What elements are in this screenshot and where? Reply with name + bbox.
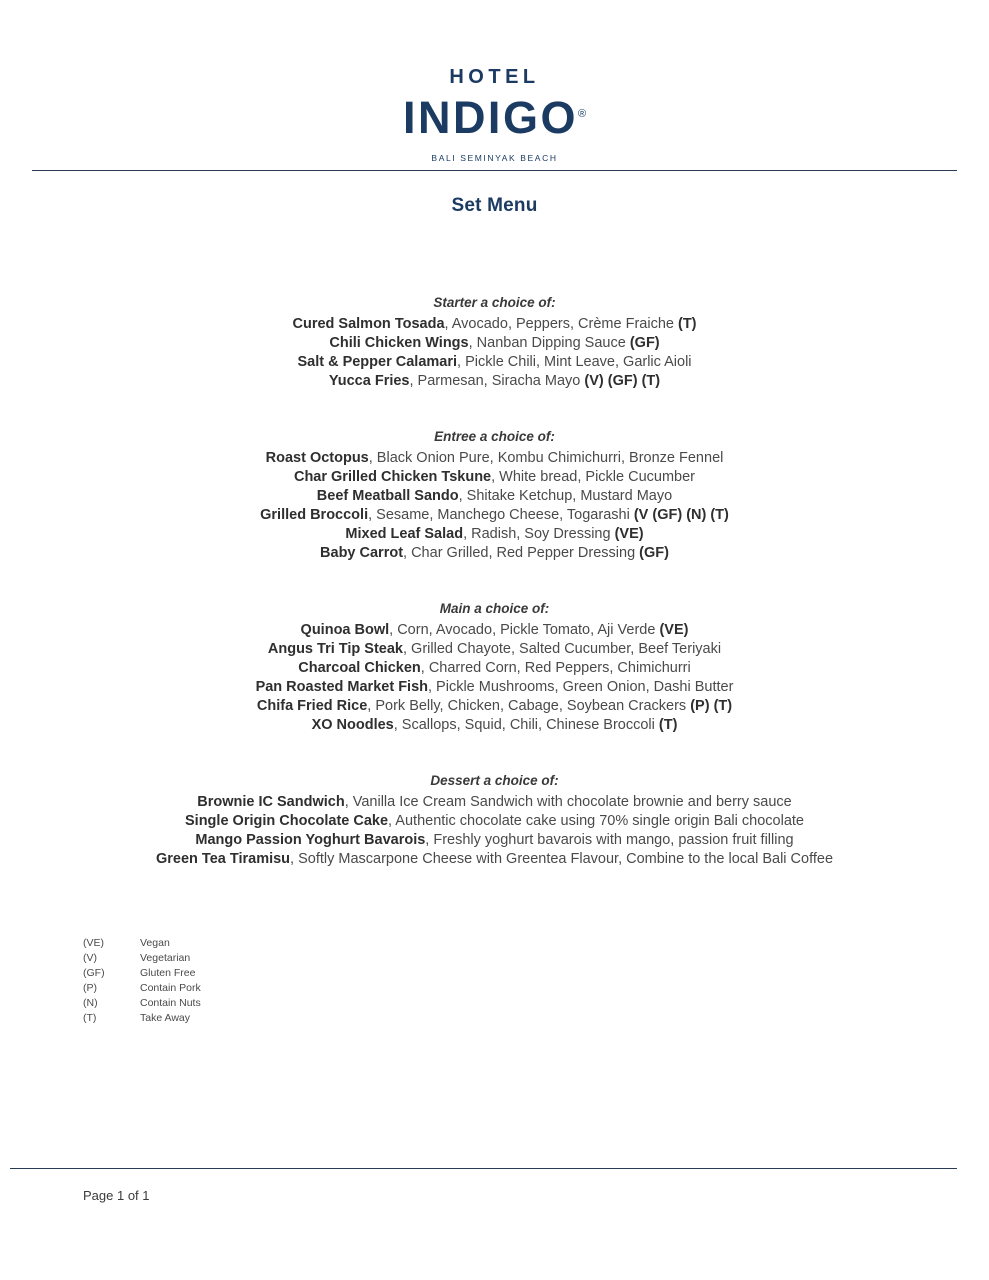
legend-label: Vegetarian — [140, 952, 191, 964]
menu-item-tags: (VE) — [659, 621, 689, 638]
legend-item — [83, 966, 201, 981]
menu-item — [0, 334, 989, 353]
menu-item-name: Mango Passion Yoghurt Bavarois — [195, 831, 426, 848]
menu-item-desc: , Grilled Chayote, Salted Cucumber, Beef Teriyaki — [403, 640, 722, 657]
menu-item-name: Char Grilled Chicken Tskune — [293, 468, 492, 485]
menu-item-name: Brownie IC Sandwich — [197, 793, 345, 810]
menu-item — [0, 793, 989, 812]
section-heading: Main a choice of: — [439, 600, 550, 616]
menu-item-name: Grilled Broccoli — [260, 506, 369, 523]
menu-item — [0, 716, 989, 735]
legend-code: (T) — [83, 1012, 97, 1024]
menu-item — [0, 678, 989, 697]
legend-code: (V) — [83, 952, 97, 964]
menu-item-tags: (V) (GF) (T) — [584, 372, 661, 389]
legend-item — [83, 981, 201, 996]
menu-item-desc: , Pork Belly, Chicken, Cabage, Soybean Crackers — [367, 697, 691, 714]
menu-item-name: Angus Tri Tip Steak — [267, 640, 403, 657]
legend-item — [83, 936, 201, 951]
legend-label: Vegan — [140, 937, 170, 949]
menu-item-desc: , Sesame, Manchego Cheese, Togarashi — [368, 506, 634, 523]
footer-divider — [10, 1168, 957, 1169]
legend-code: (P) — [83, 982, 97, 994]
menu-item-tags: (GF) — [629, 334, 660, 351]
menu-item — [0, 621, 989, 640]
section-heading: Entree a choice of: — [434, 428, 555, 444]
menu-item-name: Baby Carrot — [320, 544, 404, 561]
legend-label: Gluten Free — [140, 967, 196, 979]
menu-item — [0, 640, 989, 659]
menu-section-entree — [0, 429, 989, 563]
menu-item-name: Yucca Fries — [328, 372, 410, 389]
menu-section-main — [0, 601, 989, 735]
menu-item-desc: , Avocado, Peppers, Crème Fraiche — [444, 315, 678, 332]
menu-item — [0, 831, 989, 850]
menu-item-name: Chili Chicken Wings — [329, 334, 469, 351]
menu-item — [0, 697, 989, 716]
menu-item-desc: , Pickle Mushrooms, Green Onion, Dashi Butter — [428, 678, 734, 695]
menu-item-desc: , Authentic chocolate cake using 70% single origin Bali chocolate — [388, 812, 804, 829]
section-heading: Starter a choice of: — [433, 294, 556, 310]
menu-item-name: Beef Meatball Sando — [316, 487, 459, 504]
menu-item — [0, 353, 989, 372]
menu-item — [0, 449, 989, 468]
menu-item-tags: (V (GF) (N) (T) — [633, 506, 729, 523]
menu-item-name: Roast Octopus — [265, 449, 369, 466]
menu-item — [0, 850, 989, 869]
menu-item — [0, 506, 989, 525]
menu-item-desc: , Softly Mascarpone Cheese with Greentea Flavour, Combine to the local Bali Coffee — [290, 850, 834, 867]
menu-item-name: Green Tea Tiramisu — [155, 850, 291, 867]
legend-code: (N) — [83, 997, 98, 1009]
menu-item-desc: , Freshly yoghurt bavarois with mango, passion fruit filling — [425, 831, 794, 848]
menu-item — [0, 525, 989, 544]
menu-item-desc: , Pickle Chili, Mint Leave, Garlic Aioli — [457, 353, 692, 370]
menu-item-tags: (T) — [658, 716, 678, 733]
menu-item-name: Quinoa Bowl — [300, 621, 390, 638]
legend-code: (GF) — [83, 967, 105, 979]
menu-item-name: Single Origin Chocolate Cake — [185, 812, 389, 829]
legend-item — [83, 951, 201, 966]
menu-item-desc: , Radish, Soy Dressing — [463, 525, 615, 542]
menu-item-name: Charcoal Chicken — [298, 659, 421, 676]
menu-item-name: XO Noodles — [311, 716, 394, 733]
legend-label: Contain Nuts — [140, 997, 201, 1009]
hotel-logo — [0, 0, 989, 163]
menu-item — [0, 812, 989, 831]
menu-item-tags: (VE) — [614, 525, 644, 542]
menu-item-desc: , Charred Corn, Red Peppers, Chimichurri — [420, 659, 691, 676]
menu-item-tags: (GF) — [639, 544, 669, 561]
logo-brand-text: INDIGO — [402, 92, 578, 143]
header-divider — [32, 170, 957, 171]
menu-item — [0, 487, 989, 506]
menu-item-name: Pan Roasted Market Fish — [255, 678, 428, 695]
menu-item-desc: , Parmesan, Siracha Mayo — [409, 372, 585, 389]
menu-item-name: Mixed Leaf Salad — [345, 525, 464, 542]
menu-item-desc: , White bread, Pickle Cucumber — [491, 468, 696, 485]
logo-location: BALI SEMINYAK BEACH — [431, 152, 558, 163]
menu-item-desc: , Vanilla Ice Cream Sandwich with chocolate brownie and berry sauce — [344, 793, 792, 810]
menu-item-desc: , Black Onion Pure, Kombu Chimichurri, Bronze Fennel — [368, 449, 724, 466]
page-indicator: Page 1 of 1 — [83, 1188, 150, 1203]
menu-item — [0, 544, 989, 563]
menu-item-desc: , Shitake Ketchup, Mustard Mayo — [458, 487, 673, 504]
menu-item-tags: (P) (T) — [690, 697, 733, 714]
menu-item-name: Cured Salmon Tosada — [292, 315, 445, 332]
legend-code: (VE) — [83, 937, 104, 949]
legend-label: Take Away — [140, 1012, 191, 1024]
menu-section-starter — [0, 295, 989, 391]
menu-item-tags: (T) — [677, 315, 697, 332]
menu-item-desc: , Corn, Avocado, Pickle Tomato, Aji Verde — [389, 621, 660, 638]
menu-section-dessert — [0, 773, 989, 869]
menu-item — [0, 372, 989, 391]
legend-label: Contain Pork — [140, 982, 201, 994]
legend-item — [83, 996, 201, 1011]
logo-hotel-word: HOTEL — [449, 66, 540, 88]
menu-item-desc: , Char Grilled, Red Pepper Dressing — [403, 544, 640, 561]
menu-item-name: Salt & Pepper Calamari — [297, 353, 458, 370]
menu-item-desc: , Nanban Dipping Sauce — [468, 334, 630, 351]
registered-trademark-icon: ® — [577, 108, 587, 120]
logo-brand-word — [403, 92, 586, 144]
menu-item — [0, 659, 989, 678]
menu-item-name: Chifa Fried Rice — [256, 697, 368, 714]
menu-sections — [0, 295, 989, 869]
page-title: Set Menu — [451, 194, 538, 216]
menu-item — [0, 468, 989, 487]
menu-item-desc: , Scallops, Squid, Chili, Chinese Broccoli — [393, 716, 659, 733]
section-heading: Dessert a choice of: — [430, 772, 559, 788]
legend-item — [83, 1011, 201, 1026]
menu-item — [0, 315, 989, 334]
dietary-legend — [83, 936, 201, 1026]
